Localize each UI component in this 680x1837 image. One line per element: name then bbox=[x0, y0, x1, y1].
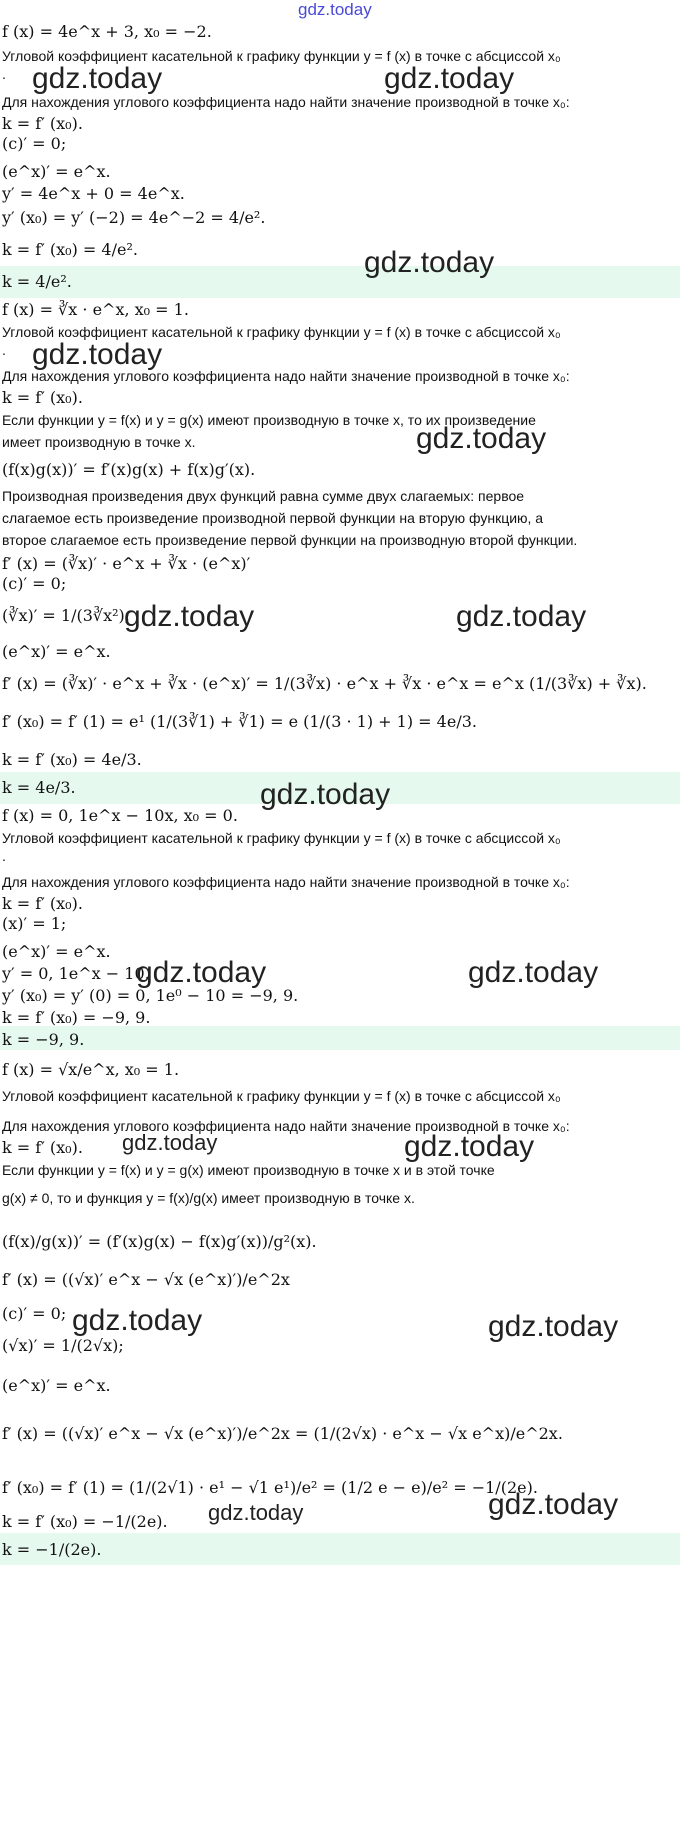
problem-4-statement: f (x) = √x/e^x, x₀ = 1. bbox=[2, 1060, 180, 1079]
answer-highlight-1 bbox=[0, 266, 680, 298]
problem-1-method: Для нахождения углового коэффициента надо найти значение производной в точке x₀: bbox=[2, 94, 570, 110]
problem-4-formula: k = f′ (x₀). bbox=[2, 1138, 83, 1157]
problem-2-rule-exp: (e^x)′ = e^x. bbox=[2, 642, 111, 661]
watermark: gdz.today bbox=[404, 1130, 535, 1163]
problem-2-derivative-setup: f′ (x) = (∛x)′ · e^x + ∛x · (e^x)′ bbox=[2, 554, 251, 573]
problem-4-rule-const: (c)′ = 0; bbox=[2, 1304, 67, 1323]
watermark: gdz.today bbox=[468, 956, 599, 989]
problem-1-slope: k = f′ (x₀) = 4/e². bbox=[2, 240, 138, 259]
problem-2-value: f′ (x₀) = f′ (1) = e¹ (1/(3∛1) + ∛1) = e (1/(3 · 1) + 1) = 4e/3. bbox=[2, 712, 477, 731]
answer-highlight-3 bbox=[0, 1026, 680, 1050]
problem-4-derivative: f′ (x) = ((√x)′ e^x − √x (e^x)′)/e^2x = (1/(2√x) · e^x − √x e^x)/e^2x. bbox=[2, 1424, 563, 1443]
problem-2-answer: k = 4e/3. bbox=[2, 778, 76, 797]
watermark: gdz.today bbox=[456, 600, 587, 633]
problem-1-task-end: . bbox=[2, 66, 6, 82]
problem-1-rule-exp: (e^x)′ = e^x. bbox=[2, 162, 111, 181]
problem-2-explain-2: слагаемое есть произведение производной первой функции на вторую функцию, а bbox=[2, 510, 544, 526]
problem-3-value: y′ (x₀) = y′ (0) = 0, 1e⁰ − 10 = −9, 9. bbox=[2, 986, 299, 1005]
problem-1-derivative: y′ = 4e^x + 0 = 4e^x. bbox=[2, 184, 185, 203]
problem-2-statement: f (x) = ∛x · e^x, x₀ = 1. bbox=[2, 300, 189, 319]
problem-4-rule-root: (√x)′ = 1/(2√x); bbox=[2, 1336, 124, 1355]
watermark: gdz.today bbox=[364, 246, 495, 279]
watermark-header: gdz.today bbox=[298, 0, 372, 19]
answer-highlight-4 bbox=[0, 1533, 680, 1565]
problem-2-rule-root: (∛x)′ = 1/(3∛x²); bbox=[2, 606, 131, 625]
watermark: gdz.today bbox=[72, 1304, 203, 1337]
problem-2-task-end: . bbox=[2, 342, 6, 358]
problem-1-answer: k = 4/e². bbox=[2, 272, 72, 291]
problem-2-rule-text-2: имеет производную в точке x. bbox=[2, 434, 196, 450]
problem-3-method: Для нахождения углового коэффициента надо найти значение производной в точке x₀: bbox=[2, 874, 570, 890]
watermark: gdz.today bbox=[488, 1310, 619, 1343]
problem-2-method: Для нахождения углового коэффициента надо найти значение производной в точке x₀: bbox=[2, 368, 570, 384]
watermark: gdz.today bbox=[416, 422, 547, 455]
watermark: gdz.today bbox=[488, 1488, 619, 1521]
watermark: gdz.today bbox=[260, 778, 391, 811]
watermark: gdz.today bbox=[32, 338, 163, 371]
problem-2-rule-const: (c)′ = 0; bbox=[2, 574, 67, 593]
problem-4-answer: k = −1/(2e). bbox=[2, 1540, 102, 1559]
problem-4-rule-text-2: g(x) ≠ 0, то и функция y = f(x)/g(x) имеет производную в точке x. bbox=[2, 1190, 415, 1206]
watermark: gdz.today bbox=[208, 1500, 304, 1525]
problem-2-formula: k = f′ (x₀). bbox=[2, 388, 83, 407]
problem-3-task-end: . bbox=[2, 848, 6, 864]
problem-4-rule-exp: (e^x)′ = e^x. bbox=[2, 1376, 111, 1395]
problem-4-task: Угловой коэффициент касательной к графику функции y = f (x) в точке с абсциссой x₀ bbox=[2, 1088, 561, 1104]
problem-2-explain-1: Производная произведения двух функций равна сумме двух слагаемых: первое bbox=[2, 488, 525, 504]
problem-2-derivative: f′ (x) = (∛x)′ · e^x + ∛x · (e^x)′ = 1/(3∛x) · e^x + ∛x · e^x = e^x (1/(3∛x) + ∛x). bbox=[2, 674, 647, 693]
problem-1-rule-const: (c)′ = 0; bbox=[2, 134, 67, 153]
watermark: gdz.today bbox=[32, 62, 163, 95]
problem-4-rule-text-1: Если функции y = f(x) и y = g(x) имеют производную в точке x и в этой точке bbox=[2, 1162, 495, 1178]
problem-4-method: Для нахождения углового коэффициента надо найти значение производной в точке x₀: bbox=[2, 1118, 570, 1134]
problem-1-formula: k = f′ (x₀). bbox=[2, 114, 83, 133]
problem-3-statement: f (x) = 0, 1e^x − 10x, x₀ = 0. bbox=[2, 806, 238, 825]
problem-4-value: f′ (x₀) = f′ (1) = (1/(2√1) · e¹ − √1 e¹)/e² = (1/2 e − e)/e² = −1/(2e). bbox=[2, 1478, 538, 1497]
problem-2-rule-text-1: Если функции y = f(x) и y = g(x) имеют производную в точке x, то их произведение bbox=[2, 412, 536, 428]
problem-1-task: Угловой коэффициент касательной к графику функции y = f (x) в точке с абсциссой x₀ bbox=[2, 48, 561, 64]
problem-3-rule-exp: (e^x)′ = e^x. bbox=[2, 942, 111, 961]
problem-4-derivative-setup: f′ (x) = ((√x)′ e^x − √x (e^x)′)/e^2x bbox=[2, 1270, 290, 1289]
watermark: gdz.today bbox=[124, 600, 255, 633]
problem-4-quotient-rule: (f(x)/g(x))′ = (f′(x)g(x) − f(x)g′(x))/g²(x). bbox=[2, 1232, 317, 1251]
problem-3-task: Угловой коэффициент касательной к графику функции y = f (x) в точке с абсциссой x₀ bbox=[2, 830, 561, 846]
problem-2-task: Угловой коэффициент касательной к графику функции y = f (x) в точке с абсциссой x₀ bbox=[2, 324, 561, 340]
problem-2-product-rule: (f(x)g(x))′ = f′(x)g(x) + f(x)g′(x). bbox=[2, 460, 256, 479]
problem-2-explain-3: второе слагаемое есть произведение первой функции на производную второй функции. bbox=[2, 532, 578, 548]
problem-3-slope: k = f′ (x₀) = −9, 9. bbox=[2, 1008, 151, 1027]
problem-3-derivative: y′ = 0, 1e^x − 10. bbox=[2, 964, 150, 983]
watermark: gdz.today bbox=[384, 62, 515, 95]
problem-2-slope: k = f′ (x₀) = 4e/3. bbox=[2, 750, 142, 769]
problem-4-slope: k = f′ (x₀) = −1/(2e). bbox=[2, 1512, 168, 1531]
problem-3-formula: k = f′ (x₀). bbox=[2, 894, 83, 913]
problem-1-statement: f (x) = 4e^x + 3, x₀ = −2. bbox=[2, 22, 212, 41]
watermark: gdz.today bbox=[122, 1130, 218, 1155]
problem-1-value: y′ (x₀) = y′ (−2) = 4e^−2 = 4/e². bbox=[2, 208, 266, 227]
watermark: gdz.today bbox=[136, 956, 267, 989]
problem-3-answer: k = −9, 9. bbox=[2, 1030, 85, 1049]
problem-3-rule-linear: (x)′ = 1; bbox=[2, 914, 67, 933]
